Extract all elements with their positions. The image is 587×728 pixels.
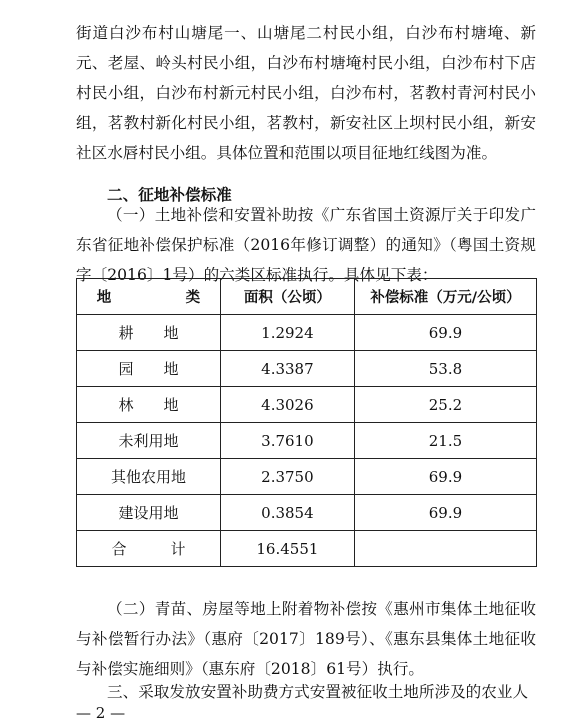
cell-land-type: 未利用地: [77, 423, 221, 459]
table-row: [77, 387, 537, 423]
cell-rate: 21.5: [354, 423, 536, 459]
cell-land-type: 林地: [77, 387, 221, 423]
cell-rate: 69.9: [354, 459, 536, 495]
cell-total-area: 16.4551: [220, 531, 354, 567]
paragraph-resettlement: 三、采取发放安置补助费方式安置被征收土地所涉及的农业人: [107, 683, 529, 701]
cell-area: 1.2924: [220, 315, 354, 351]
cell-area: 2.3750: [220, 459, 354, 495]
table-header-row: [77, 279, 537, 315]
table-row: [77, 351, 537, 387]
paragraph-attachment-compensation: （二）青苗、房屋等地上附着物补偿按《惠州市集体土地征收与补偿暂行办法》（惠府〔2017〕189号）、《惠东县集体土地征收与补偿实施细则》（惠东府〔2018〕61号）执行。: [76, 600, 536, 678]
cell-land-type: 耕地: [77, 315, 221, 351]
header-land-type: 地 类: [77, 279, 221, 315]
paragraph-location-scope: 街道白沙布村山塘尾一、山塘尾二村民小组，白沙布村塘埯、新元、老屋、岭头村民小组，白沙布村塘埯村民小组，白沙布村下店村民小组，白沙布村新元村民小组，白沙布村，茗教村青河村民小组，茗教村新化村民小组，茗教村，新安社区上坝村民小组，新安社区水唇村民小组。具体位置和范围以项目征地红线图为准。: [76, 24, 536, 162]
cell-area: 3.7610: [220, 423, 354, 459]
table-total-row: [77, 531, 537, 567]
header-rate: 补偿标准（万元/公顷）: [354, 279, 536, 315]
cell-total-rate: [354, 531, 536, 567]
cell-area: 4.3387: [220, 351, 354, 387]
cell-rate: 53.8: [354, 351, 536, 387]
compensation-table: [76, 278, 537, 567]
table-row: [77, 495, 537, 531]
table-row: [77, 315, 537, 351]
cell-rate: 69.9: [354, 495, 536, 531]
header-area: 面积（公顷）: [220, 279, 354, 315]
cell-rate: 69.9: [354, 315, 536, 351]
section-heading-compensation: 二、征地补偿标准: [107, 186, 232, 204]
cell-area: 0.3854: [220, 495, 354, 531]
cell-total-label: 合计: [77, 531, 221, 567]
page-number: — 2 —: [76, 704, 126, 722]
table-row: [77, 459, 537, 495]
cell-land-type: 其他农用地: [77, 459, 221, 495]
cell-rate: 25.2: [354, 387, 536, 423]
cell-land-type: 建设用地: [77, 495, 221, 531]
cell-land-type: 园地: [77, 351, 221, 387]
table-row: [77, 423, 537, 459]
paragraph-land-compensation: （一）土地补偿和安置补助按《广东省国土资源厅关于印发广东省征地补偿保护标准（2016年修订调整）的通知》（粤国土资规字〔2016〕1号）的六类区标准执行。具体见下表：: [76, 206, 536, 284]
cell-area: 4.3026: [220, 387, 354, 423]
